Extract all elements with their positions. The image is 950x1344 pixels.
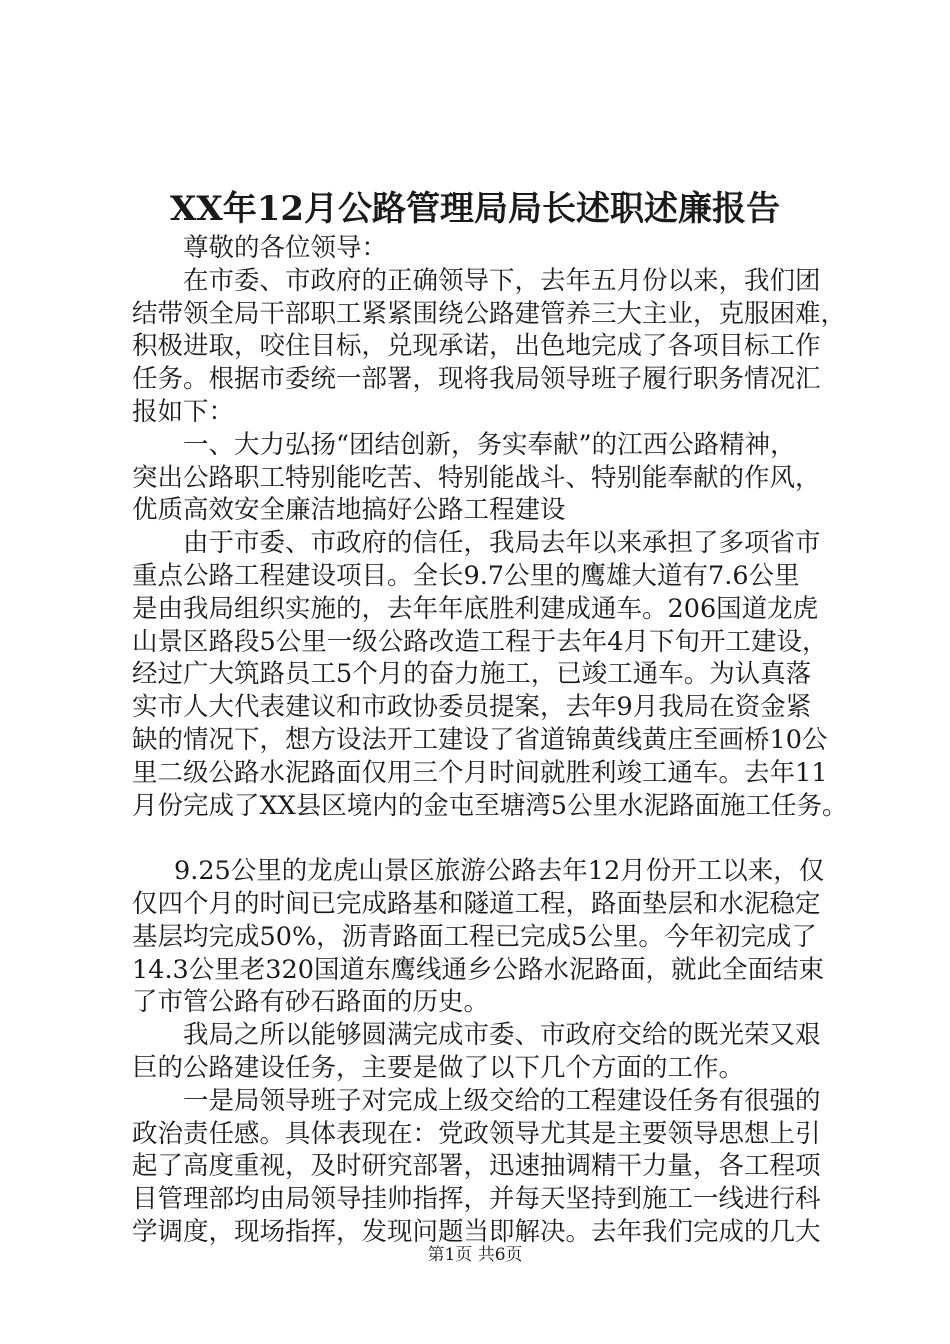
paragraph-line: 我局之所以能够圆满完成市委、市政府交给的既光荣又艰	[183, 1020, 821, 1051]
paragraph-line: 巨的公路建设任务，主要是做了以下几个方面的工作。	[132, 1052, 745, 1083]
paragraph-line: 积极进取，咬住目标，兑现承诺，出色地完成了各项目标工作	[132, 331, 821, 362]
paragraph-line: 报如下：	[132, 396, 235, 427]
paragraph-line: 基层均完成50%，沥青路面工程已完成5公里。今年初完成了	[132, 921, 817, 952]
paragraph-line: 任务。根据市委统一部署，现将我局领导班子履行职务情况汇	[132, 364, 821, 395]
paragraph-line: 缺的情况下，想方设法开工建设了省道锦黄线黄庄至画桥10公	[132, 724, 828, 755]
page-footer: 第1页 共6页	[427, 1245, 523, 1265]
paragraph-line: 政治责任感。具体表现在：党政领导尤其是主要领导思想上引	[132, 1118, 821, 1149]
paragraph-line: 是由我局组织实施的，去年年底胜利建成通车。206国道龙虎	[132, 593, 819, 624]
section-heading-line: 突出公路职工特别能吃苦、特别能战斗、特别能奉献的作风，	[132, 462, 821, 493]
paragraph-line: 重点公路工程建设项目。全长9.7公里的鹰雄大道有7.6公里	[132, 560, 800, 591]
paragraph-line: 山景区路段5公里一级公路改造工程于去年4月下旬开工建设，	[132, 626, 828, 657]
paragraph-line: 结带领全局干部职工紧紧围绕公路建管养三大主业，克服困难，	[132, 298, 847, 329]
section-heading-line: 一、大力弘扬“团结创新，务实奉献”的江西公路精神，	[183, 429, 796, 460]
section-heading-line: 优质高效安全廉洁地搞好公路工程建设	[132, 495, 566, 526]
paragraph-line: 一是局领导班子对完成上级交给的工程建设任务有很强的	[183, 1085, 821, 1116]
paragraph-gap	[132, 822, 828, 855]
paragraph-line: 了市管公路有砂石路面的历史。	[132, 987, 490, 1018]
paragraph-line: 目管理部均由局领导挂帅指挥，并每天坚持到施工一线进行科	[132, 1184, 821, 1215]
document-body	[132, 232, 848, 1249]
paragraph-line: 经过广大筑路员工5个月的奋力施工，已竣工通车。为认真落	[132, 659, 812, 690]
paragraph-line: 实市人大代表建议和市政协委员提案，去年9月我局在资金紧	[132, 692, 812, 723]
paragraph-line: 起了高度重视，及时研究部署，迅速抽调精干力量，各工程项	[132, 1151, 821, 1182]
paragraph-line: 在市委、市政府的正确领导下，去年五月份以来，我们团	[183, 265, 821, 296]
paragraph-line: 仅四个月的时间已完成路基和隧道工程，路面垫层和水泥稳定	[132, 888, 821, 919]
paragraph-line: 学调度，现场指挥，发现问题当即解决。去年我们完成的几大	[132, 1216, 821, 1247]
paragraph-line: 月份完成了XX县区境内的金屯至塘湾5公里水泥路面施工任务。	[132, 790, 848, 821]
paragraph-line: 14.3公里老320国道东鹰线通乡公路水泥路面，就此全面结束	[132, 954, 824, 985]
paragraph-line: 里二级公路水泥路面仅用三个月时间就胜利竣工通车。去年11	[132, 757, 828, 788]
salutation: 尊敬的各位领导：	[183, 233, 388, 263]
document-title: XX年12月公路管理局局长述职述廉报告	[169, 189, 781, 229]
paragraph-line: 9.25公里的龙虎山景区旅游公路去年12月份开工以来，仅	[174, 856, 825, 887]
paragraph-line: 由于市委、市政府的信任，我局去年以来承担了多项省市	[183, 528, 821, 559]
